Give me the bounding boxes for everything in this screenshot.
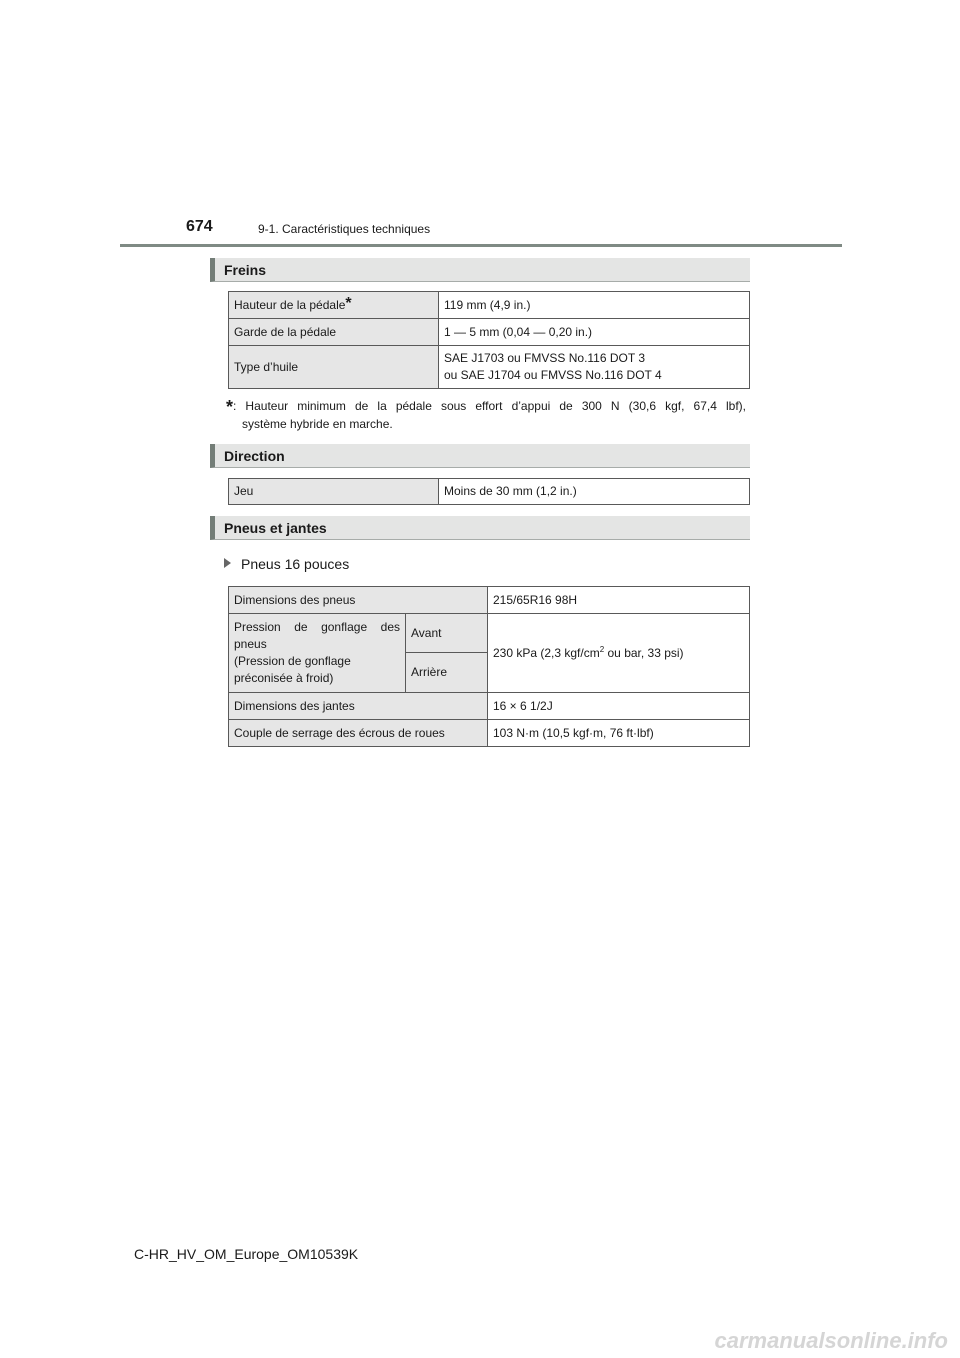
bullet-item: Pneus 16 pouces bbox=[224, 556, 349, 572]
section-header-pneus bbox=[210, 516, 750, 540]
section-title: Freins bbox=[224, 262, 267, 278]
triangle-bullet-icon bbox=[224, 558, 231, 568]
pneus-table bbox=[228, 586, 750, 747]
table-cell-label: Dimensions des jantes bbox=[229, 693, 488, 720]
header-divider bbox=[120, 244, 842, 247]
table-row bbox=[229, 292, 750, 319]
footnote-asterisk: * bbox=[226, 397, 234, 417]
watermark: carmanualsonline.info bbox=[714, 1328, 948, 1353]
table-cell-value: SAE J1703 ou FMVSS No.116 DOT 3 ou SAE J1704 ou FMVSS No.116 DOT 4 bbox=[439, 346, 750, 389]
table-cell-value: 1 — 5 mm (0,04 — 0,20 in.) bbox=[439, 319, 750, 346]
table-cell-label: Hauteur de la pédale* bbox=[229, 292, 439, 319]
asterisk-marker: * bbox=[345, 294, 352, 312]
table-row bbox=[229, 479, 750, 505]
table-cell-value: 16 × 6 1/2J bbox=[488, 693, 750, 720]
footnote: *: Hauteur minimum de la pédale sous effort d’appui de 300 N (30,6 kgf, 67,4 lbf), système hybride en marche. bbox=[226, 397, 746, 431]
table-cell-sublabel: Arrière bbox=[406, 653, 488, 693]
table-row bbox=[229, 587, 750, 614]
freins-table bbox=[228, 291, 750, 389]
section-header-direction bbox=[210, 444, 750, 468]
section-title: Pneus et jantes bbox=[224, 520, 327, 536]
table-cell-value: Moins de 30 mm (1,2 in.) bbox=[439, 479, 750, 505]
table-cell-label: Garde de la pédale bbox=[229, 319, 439, 346]
table-row bbox=[229, 319, 750, 346]
table-cell-value: 230 kPa (2,3 kgf/$cm^2$ ou bar, 33 psi) bbox=[488, 614, 750, 693]
section-header-freins bbox=[210, 258, 750, 282]
table-cell-value: 119 mm (4,9 in.) bbox=[439, 292, 750, 319]
table-cell-label: Couple de serrage des écrous de roues bbox=[229, 720, 488, 747]
table-cell-label: Dimensions des pneus bbox=[229, 587, 488, 614]
document-id: C-HR_HV_OM_Europe_OM10539K bbox=[134, 1246, 359, 1262]
section-title: Direction bbox=[224, 448, 285, 464]
table-cell-label: Jeu bbox=[229, 479, 439, 505]
table-cell-value: 215/65R16 98H bbox=[488, 587, 750, 614]
direction-table bbox=[228, 478, 750, 505]
table-cell-value: 103 N·m (10,5 kgf·m, 76 ft·lbf) bbox=[488, 720, 750, 747]
table-row bbox=[229, 693, 750, 720]
table-cell-label: Type d’huile bbox=[229, 346, 439, 389]
table-cell-sublabel: Avant bbox=[406, 614, 488, 653]
table-row bbox=[229, 614, 750, 653]
chapter-title: 9-1. Caractéristiques techniques bbox=[258, 222, 431, 236]
page-number: 674 bbox=[186, 218, 213, 235]
table-row bbox=[229, 720, 750, 747]
table-row bbox=[229, 346, 750, 389]
table-cell-label: Pression de gonflage des pneus (Pression de gonflage préconisée à froid) bbox=[229, 614, 406, 693]
